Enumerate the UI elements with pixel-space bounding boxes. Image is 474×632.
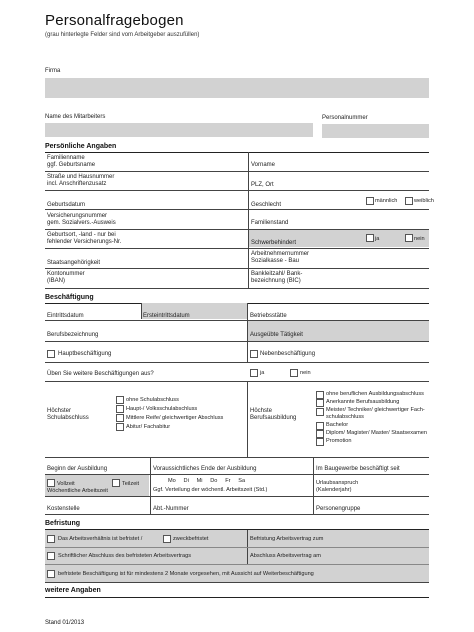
schul-option-checkbox-2[interactable] — [116, 414, 124, 422]
ende-ausbildung-label: Voraussichtliches Ende der Ausbildung — [153, 466, 257, 472]
zweckbefristet-label: zweckbefristet — [173, 536, 209, 542]
firma-label: Firma — [45, 68, 61, 74]
schwerbehindert-label: Schwerbehindert — [251, 240, 297, 246]
section-persoenliche-angaben: Persönliche Angaben — [45, 143, 117, 150]
schwerbehindert-nein-label: nein — [414, 236, 425, 242]
schul-option-2: Mittlere Reife/ gleichwertiger Abschluss — [126, 415, 224, 421]
beruf-option-1: Anerkannte Berufsausbildung — [326, 399, 400, 405]
name-mitarbeiter-field[interactable] — [45, 123, 313, 137]
zwei-monate-label: befristete Beschäftigung ist für mindestens 2 Monate vorgesehen, mit Aussicht auf Weiterbeschäftigung — [58, 571, 314, 577]
section-befristung: Befristung — [45, 520, 80, 527]
schriftlich-label: Schriftlicher Abschluss des befristeten Arbeitsvertrags — [58, 553, 192, 559]
iban-label: (IBAN) — [47, 278, 65, 284]
maennlich-label: männlich — [375, 198, 398, 204]
geburtsort-label: Geburtsort, -land - nur bei — [47, 232, 116, 238]
section-weitere-angaben: weitere Angaben — [45, 587, 101, 594]
weiblich-checkbox[interactable] — [405, 197, 413, 205]
beruf-option-6: Promotion — [326, 438, 352, 444]
berufsausbildung-label-2: Berufsausbildung — [250, 415, 297, 421]
section-beschaeftigung: Beschäftigung — [45, 294, 94, 301]
geschlecht-label: Geschlecht — [251, 202, 282, 208]
beruf-option-4: Bachelor — [326, 422, 349, 428]
kalenderjahr-label: (Kalenderjahr) — [316, 487, 352, 493]
beruf-option-checkbox-2[interactable] — [316, 408, 324, 416]
abschluss-vertrag-label: Abschluss Arbeitsvertrag am — [250, 553, 321, 559]
schul-option-checkbox-0[interactable] — [116, 396, 124, 404]
beruf-option-checkbox-5[interactable] — [316, 430, 324, 438]
teilzeit-label: Teilzeit — [122, 481, 140, 487]
urlaubsanspruch-label: Urlaubsanspruch — [316, 480, 359, 486]
betriebsstaette-label: Betriebsstätte — [250, 313, 287, 319]
schul-option-3: Abitur/ Fachabitur — [126, 424, 171, 430]
familienstand-label: Familienstand — [251, 220, 289, 226]
geburtsdatum-label: Geburtsdatum — [47, 202, 86, 208]
woechentliche-arbeitszeit-label: Wöchentliche Arbeitszeit — [47, 488, 108, 494]
schwerbehindert-nein-checkbox[interactable] — [405, 234, 413, 242]
schul-option-1: Haupt-/ Volksschulabschluss — [126, 406, 198, 412]
verteilung-label: Ggf. Verteilung der wöchentl. Arbeitszeit (Std.) — [153, 487, 268, 493]
weitere-nein-label: nein — [300, 370, 311, 376]
beruf-option-checkbox-4[interactable] — [316, 422, 324, 430]
weitere-beschaeftigungen-question: Üben Sie weitere Beschäftigungen aus? — [47, 371, 154, 377]
versicherungsnummer-label: Versicherungsnummer — [47, 213, 108, 219]
schul-option-checkbox-1[interactable] — [116, 405, 124, 413]
maennlich-checkbox[interactable] — [366, 197, 374, 205]
berufsausbildung-label: Höchste — [250, 408, 273, 414]
arbeitnehmernummer-label: Arbeitnehmernummer — [251, 251, 310, 257]
weitere-nein-checkbox[interactable] — [290, 369, 298, 377]
abt-nummer-label: Abt.-Nummer — [153, 506, 189, 512]
beruf-option-checkbox-1[interactable] — [316, 399, 324, 407]
staatsangehoerigkeit-label: Staatsangehörigkeit — [47, 260, 101, 266]
befristet-checkbox[interactable] — [47, 535, 55, 543]
anschriftenzusatz-label: incl. Anschriftenzusatz — [47, 181, 107, 187]
form-title: Personalfragebogen — [45, 12, 184, 29]
nebenbeschaeftigung-checkbox[interactable] — [250, 350, 258, 358]
strasse-label: Straße und Hausnummer — [47, 174, 115, 180]
hauptbeschaeftigung-checkbox[interactable] — [47, 350, 55, 358]
eintrittsdatum-label: Eintrittsdatum — [47, 313, 84, 319]
versicherungsnummer-label-2: gem. Sozialvers.-Ausweis — [47, 220, 116, 226]
geburtsname-label: ggf. Geburtsname — [47, 162, 96, 168]
beruf-option-checkbox-6[interactable] — [316, 438, 324, 446]
beruf-option-0: ohne beruflichen Ausbildungsabschluss — [326, 391, 424, 397]
befristung-vertrag-label: Befristung Arbeitsvertrag zum — [250, 536, 324, 542]
schulabschluss-label-2: Schulabschluss — [47, 415, 89, 421]
ausgeuebte-taetigkeit-label: Ausgeübte Tätigkeit — [250, 332, 303, 338]
kontonummer-label: Kontonummer — [47, 271, 85, 277]
weiblich-label: weiblich — [414, 198, 434, 204]
beginn-ausbildung-label: Beginn der Ausbildung — [47, 466, 108, 472]
personalnummer-label: Personalnummer — [322, 115, 368, 121]
teilzeit-checkbox[interactable] — [112, 479, 120, 487]
bankleitzahl-label: Bankleitzahl/ Bank- — [251, 271, 303, 277]
vorname-label: Vorname — [251, 162, 276, 168]
vollzeit-label: Vollzeit — [57, 481, 75, 487]
hauptbeschaeftigung-label: Hauptbeschäftigung — [58, 351, 112, 357]
beruf-option-3: schulabschluss — [326, 414, 364, 420]
firma-field[interactable] — [45, 78, 429, 98]
schulabschluss-label: Höchster — [47, 408, 72, 414]
beruf-option-5: Diplom/ Magister/ Master/ Staatsexamen — [326, 430, 428, 436]
bic-label: bezeichnung (BIC) — [251, 278, 301, 284]
arbeitnehmernummer-label-2: Sozialkasse - Bau — [251, 258, 300, 264]
beruf-option-2: Meister/ Techniker/ gleichwertiger Fach- — [326, 407, 425, 413]
schul-option-checkbox-3[interactable] — [116, 423, 124, 431]
zweckbefristet-checkbox[interactable] — [163, 535, 171, 543]
befristet-label: Das Arbeitsverhältnis ist befristet / — [58, 536, 143, 542]
baugewerbe-label: Im Baugewerbe beschäftigt seit — [316, 466, 400, 472]
weitere-ja-label: ja — [260, 370, 265, 376]
ersteintrittsdatum-label: Ersteintrittsdatum — [143, 313, 190, 319]
zwei-monate-checkbox[interactable] — [47, 570, 55, 578]
name-mitarbeiter-label: Name des Mitarbeiters — [45, 114, 106, 120]
stand-label: Stand 01/2013 — [45, 620, 85, 626]
weekdays-label: Mo Di Mi Do Fr Sa — [168, 478, 246, 484]
weitere-ja-checkbox[interactable] — [250, 369, 258, 377]
plz-ort-label: PLZ, Ort — [251, 182, 274, 188]
beruf-option-checkbox-0[interactable] — [316, 391, 324, 399]
geburtsort-label-2: fehlender Versicherungs-Nr. — [47, 239, 122, 245]
personalnummer-field[interactable] — [322, 124, 429, 138]
schwerbehindert-ja-label: ja — [375, 236, 380, 242]
nebenbeschaeftigung-label: Nebenbeschäftigung — [260, 351, 316, 357]
vollzeit-checkbox[interactable] — [47, 479, 55, 487]
berufsbezeichnung-label: Berufsbezeichnung — [47, 332, 99, 338]
form-subtitle: (grau hinterlegte Felder sind vom Arbeitgeber auszufüllen) — [45, 32, 200, 38]
schul-option-0: ohne Schulabschluss — [126, 397, 179, 403]
schwerbehindert-ja-checkbox[interactable] — [366, 234, 374, 242]
personengruppe-label: Personengruppe — [316, 506, 361, 512]
familienname-label: Familienname — [47, 155, 85, 161]
kostenstelle-label: Kostenstelle — [47, 506, 80, 512]
schriftlich-checkbox[interactable] — [47, 552, 55, 560]
